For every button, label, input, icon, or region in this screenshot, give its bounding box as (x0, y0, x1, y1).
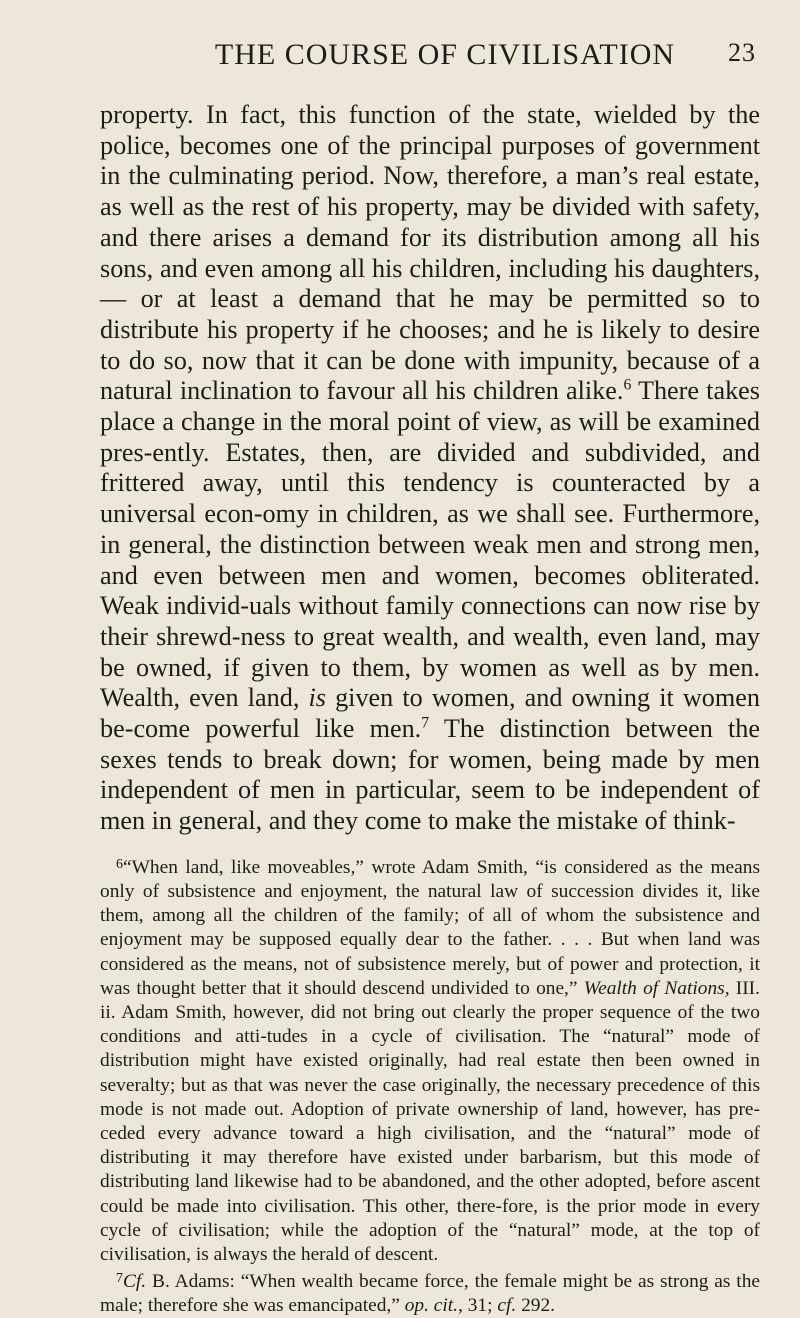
body-paragraph (100, 100, 760, 837)
running-head (100, 38, 760, 78)
body-text-part-1: property. In fact, this function of the state, wielded by the police, becomes one of the principal purposes of government in the culminating period. Now, therefore, a man’s real estate, as well as the rest of his property, may be divided with safety, and there arises a demand for its distribution among all his sons, and even among all his children, including his daughters,— or at least a demand that he may be permitted so to distribute his property if he chooses; and he is likely to desire to do so, now that it can be done with impunity, because of a natural inclination to favour all his children alike. (100, 100, 760, 406)
footnote-6 (100, 853, 760, 1267)
footnote-reference-7: 7 (421, 714, 430, 732)
emphasis-is: is (308, 683, 326, 713)
footnote-6-text-2: III. ii. Adam Smith, however, did not bring out clearly the proper sequence of the two conditions and atti-tudes in a cycle of civilisation. The “natural” mode of distribution might have existed originally, had real estate then been owned in severalty; but as that was never the case originally, the necessary precedence of this mode is not made out. Adoption of private ownership of land, however, has pre-ceded every advance toward a high civilisation, and the “natural” mode of distributing it may therefore have existed under barbarism, but this mode of distributing land likewise had to be abandoned, and the other adopted, before ascent could be made into civilisation. This other, there-fore, is the prior mode in every cycle of civilisation; while the adoption of the “natural” mode, at the top of civilisation, is always the herald of descent. (100, 977, 760, 1265)
footnote-7-text-2: 31; (462, 1295, 498, 1317)
footnote-6-text-1: “When land, like moveables,” wrote Adam Smith, “is considered as the means only of subsistence and enjoyment, the natural law of succession divides it, like them, among all the children of the family; of all of whom the subsistence and enjoyment may be supposed equally dear to the father. . . . But when land was considered as the means, not of subsistence merely, but of power and protection, it was thought better that it should descend undivided to one,” (100, 856, 760, 999)
page-number: 23 (728, 38, 756, 67)
footnote-7-mark: 7 (116, 1271, 123, 1287)
footnote-7 (100, 1267, 760, 1318)
footnote-6-citation: Wealth of Nations, (583, 977, 730, 999)
body-text-part-4: The distinction between the sexes tends to break down; for women, being made by men independent of men in particular, seem to be independent of men in general, and they come to make the mistake of think- (100, 714, 760, 836)
body-text-part-2: There takes place a change in the moral point of view, as will be examined pres-ently. Estates, then, are divided and subdivided, and frittered away, until this tendency is counteracted by a universal econ-omy in children, as we shall see. Furthermore, in general, the distinction between weak men and strong men, and even between men and women, becomes obliterated. Weak individ-uals without family connections can now rise by their shrewd-ness to great wealth, and wealth, even land, may be owned, if given to them, by women as well as by men. Wealth, even land, (100, 376, 760, 713)
body-text-part-3: given to women, and owning it women be-come powerful like men. (100, 683, 760, 744)
footnote-7-text-1: B. Adams: “When wealth became force, the female might be as strong as the male; therefore she was emancipated,” (100, 1271, 760, 1317)
main-text (100, 100, 760, 837)
footnotes (100, 853, 760, 1318)
footnote-reference-6: 6 (623, 376, 632, 394)
footnote-6-mark: 6 (116, 856, 123, 872)
running-title: THE COURSE OF CIVILISATION (214, 38, 676, 71)
footnote-7-cf-2: cf. (497, 1295, 517, 1317)
footnote-7-op-cit: op. cit., (404, 1295, 463, 1317)
footnote-7-cf: Cf. (122, 1271, 147, 1293)
footnote-7-text-3: 292. (516, 1295, 555, 1317)
